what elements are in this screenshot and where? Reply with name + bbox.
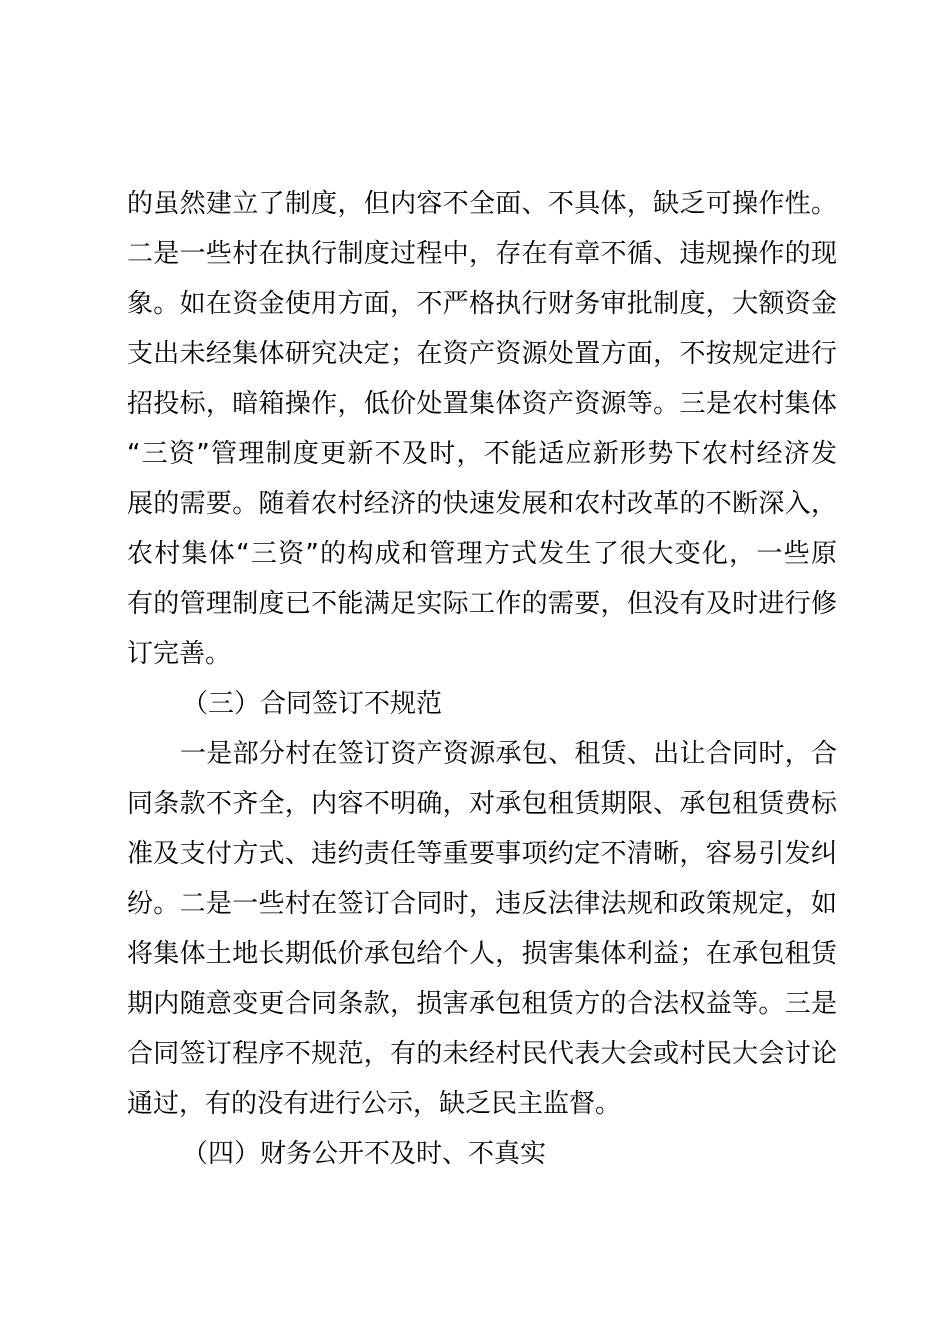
paragraph-2-line-8: 通过，有的没有进行公示，缺乏民主监督。 <box>127 1089 622 1119</box>
paragraph-2-line-2: 同条款不齐全，内容不明确，对承包租赁期限、承包租赁费标 <box>127 789 837 819</box>
paragraph-2-line-3: 准及支付方式、违约责任等重要事项约定不清晰，容易引发纠 <box>127 839 837 869</box>
paragraph-2-line-1: 一是部分村在签订资产资源承包、租赁、出让合同时，合 <box>180 739 837 769</box>
paragraph-2-line-7: 合同签订程序不规范，有的未经村民代表大会或村民大会讨论 <box>127 1039 837 1069</box>
paragraph-1-line-8: 农村集体“三资”的构成和管理方式发生了很大变化，一些原 <box>127 539 837 569</box>
paragraph-1-line-9: 有的管理制度已不能满足实际工作的需要，但没有及时进行修 <box>127 589 837 619</box>
paragraph-2-line-5: 将集体土地长期低价承包给个人，损害集体利益；在承包租赁 <box>127 939 837 969</box>
paragraph-1-line-5: 招投标，暗箱操作，低价处置集体资产资源等。三是农村集体 <box>127 389 837 419</box>
paragraph-1-line-6: “三资”管理制度更新不及时，不能适应新形势下农村经济发 <box>127 439 837 469</box>
paragraph-1-line-7: 展的需要。随着农村经济的快速发展和农村改革的不断深入， <box>127 489 837 519</box>
section-heading-3: （三）合同签订不规范 <box>182 689 443 719</box>
paragraph-1-line-4: 支出未经集体研究决定；在资产资源处置方面，不按规定进行 <box>127 339 837 369</box>
paragraph-1-line-1: 的虽然建立了制度，但内容不全面、不具体，缺乏可操作性。 <box>127 189 837 219</box>
paragraph-2-line-6: 期内随意变更合同条款，损害承包租赁方的合法权益等。三是 <box>127 989 837 1019</box>
section-heading-4: （四）财务公开不及时、不真实 <box>182 1139 547 1169</box>
paragraph-1-line-3: 象。如在资金使用方面，不严格执行财务审批制度，大额资金 <box>127 289 837 319</box>
paragraph-1-line-10: 订完善。 <box>127 639 232 669</box>
paragraph-1-line-2: 二是一些村在执行制度过程中，存在有章不循、违规操作的现 <box>127 239 837 269</box>
paragraph-2-line-4: 纷。二是一些村在签订合同时，违反法律法规和政策规定，如 <box>127 889 837 919</box>
